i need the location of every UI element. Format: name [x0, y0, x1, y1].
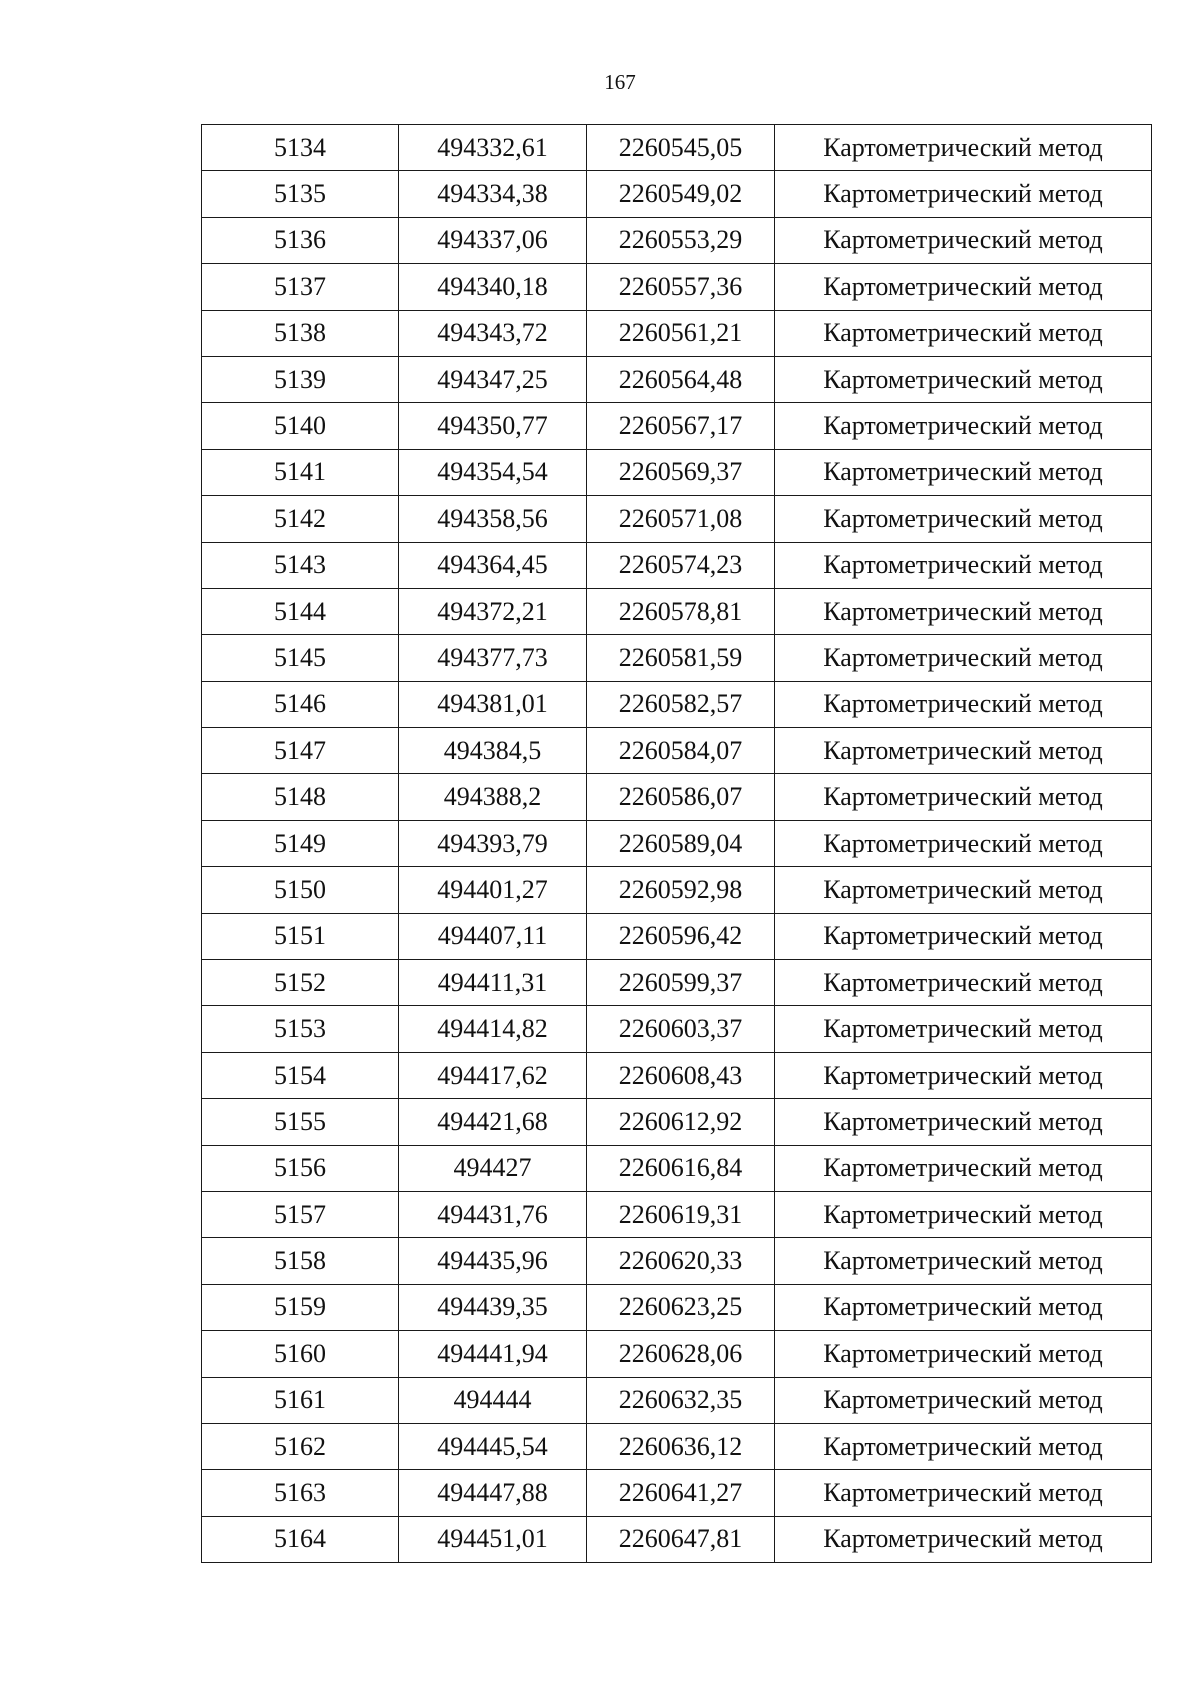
table-row: [202, 913, 1152, 959]
x-coordinate-cell: 494435,96: [399, 1238, 587, 1284]
x-coordinate-cell: 494451,01: [399, 1516, 587, 1562]
y-coordinate-cell: 2260561,21: [587, 310, 775, 356]
page-number: 167: [604, 70, 636, 94]
method-cell: Картометрический метод: [775, 1470, 1152, 1516]
y-coordinate-cell: 2260574,23: [587, 542, 775, 588]
point-number-cell: 5159: [202, 1284, 399, 1330]
method-cell: Картометрический метод: [775, 867, 1152, 913]
y-coordinate-cell: 2260647,81: [587, 1516, 775, 1562]
method-cell: Картометрический метод: [775, 1516, 1152, 1562]
point-number-cell: 5164: [202, 1516, 399, 1562]
method-cell: Картометрический метод: [775, 913, 1152, 959]
table-row: [202, 310, 1152, 356]
x-coordinate-cell: 494447,88: [399, 1470, 587, 1516]
method-cell: Картометрический метод: [775, 356, 1152, 402]
table-row: [202, 774, 1152, 820]
x-coordinate-cell: 494441,94: [399, 1331, 587, 1377]
y-coordinate-cell: 2260596,42: [587, 913, 775, 959]
method-cell: Картометрический метод: [775, 728, 1152, 774]
x-coordinate-cell: 494377,73: [399, 635, 587, 681]
y-coordinate-cell: 2260582,57: [587, 681, 775, 727]
point-number-cell: 5139: [202, 356, 399, 402]
y-coordinate-cell: 2260619,31: [587, 1191, 775, 1237]
point-number-cell: 5151: [202, 913, 399, 959]
y-coordinate-cell: 2260571,08: [587, 496, 775, 542]
point-number-cell: 5154: [202, 1052, 399, 1098]
point-number-cell: 5142: [202, 496, 399, 542]
y-coordinate-cell: 2260589,04: [587, 820, 775, 866]
table-row: [202, 867, 1152, 913]
coordinates-table: [201, 124, 1152, 1563]
point-number-cell: 5148: [202, 774, 399, 820]
y-coordinate-cell: 2260586,07: [587, 774, 775, 820]
method-cell: Картометрический метод: [775, 125, 1152, 171]
x-coordinate-cell: 494417,62: [399, 1052, 587, 1098]
y-coordinate-cell: 2260557,36: [587, 264, 775, 310]
x-coordinate-cell: 494350,77: [399, 403, 587, 449]
table-row: [202, 728, 1152, 774]
y-coordinate-cell: 2260592,98: [587, 867, 775, 913]
y-coordinate-cell: 2260603,37: [587, 1006, 775, 1052]
y-coordinate-cell: 2260632,35: [587, 1377, 775, 1423]
table-row: [202, 449, 1152, 495]
y-coordinate-cell: 2260599,37: [587, 960, 775, 1006]
x-coordinate-cell: 494431,76: [399, 1191, 587, 1237]
method-cell: Картометрический метод: [775, 217, 1152, 263]
table-row: [202, 1052, 1152, 1098]
x-coordinate-cell: 494388,2: [399, 774, 587, 820]
x-coordinate-cell: 494337,06: [399, 217, 587, 263]
method-cell: Картометрический метод: [775, 774, 1152, 820]
method-cell: Картометрический метод: [775, 681, 1152, 727]
x-coordinate-cell: 494372,21: [399, 588, 587, 634]
y-coordinate-cell: 2260578,81: [587, 588, 775, 634]
y-coordinate-cell: 2260628,06: [587, 1331, 775, 1377]
y-coordinate-cell: 2260616,84: [587, 1145, 775, 1191]
point-number-cell: 5157: [202, 1191, 399, 1237]
y-coordinate-cell: 2260641,27: [587, 1470, 775, 1516]
x-coordinate-cell: 494381,01: [399, 681, 587, 727]
x-coordinate-cell: 494401,27: [399, 867, 587, 913]
point-number-cell: 5138: [202, 310, 399, 356]
y-coordinate-cell: 2260545,05: [587, 125, 775, 171]
x-coordinate-cell: 494393,79: [399, 820, 587, 866]
x-coordinate-cell: 494384,5: [399, 728, 587, 774]
y-coordinate-cell: 2260636,12: [587, 1423, 775, 1469]
x-coordinate-cell: 494364,45: [399, 542, 587, 588]
y-coordinate-cell: 2260581,59: [587, 635, 775, 681]
method-cell: Картометрический метод: [775, 496, 1152, 542]
method-cell: Картометрический метод: [775, 820, 1152, 866]
point-number-cell: 5143: [202, 542, 399, 588]
table-row: [202, 588, 1152, 634]
method-cell: Картометрический метод: [775, 264, 1152, 310]
table-row: [202, 1099, 1152, 1145]
y-coordinate-cell: 2260549,02: [587, 171, 775, 217]
x-coordinate-cell: 494343,72: [399, 310, 587, 356]
table-row: [202, 1516, 1152, 1562]
point-number-cell: 5136: [202, 217, 399, 263]
method-cell: Картометрический метод: [775, 1423, 1152, 1469]
method-cell: Картометрический метод: [775, 1284, 1152, 1330]
point-number-cell: 5144: [202, 588, 399, 634]
x-coordinate-cell: 494411,31: [399, 960, 587, 1006]
point-number-cell: 5155: [202, 1099, 399, 1145]
x-coordinate-cell: 494444: [399, 1377, 587, 1423]
table-row: [202, 635, 1152, 681]
x-coordinate-cell: 494414,82: [399, 1006, 587, 1052]
point-number-cell: 5141: [202, 449, 399, 495]
point-number-cell: 5147: [202, 728, 399, 774]
point-number-cell: 5134: [202, 125, 399, 171]
point-number-cell: 5158: [202, 1238, 399, 1284]
x-coordinate-cell: 494358,56: [399, 496, 587, 542]
table-row: [202, 820, 1152, 866]
point-number-cell: 5150: [202, 867, 399, 913]
y-coordinate-cell: 2260584,07: [587, 728, 775, 774]
method-cell: Картометрический метод: [775, 635, 1152, 681]
point-number-cell: 5149: [202, 820, 399, 866]
method-cell: Картометрический метод: [775, 1145, 1152, 1191]
method-cell: Картометрический метод: [775, 1191, 1152, 1237]
x-coordinate-cell: 494354,54: [399, 449, 587, 495]
point-number-cell: 5146: [202, 681, 399, 727]
x-coordinate-cell: 494421,68: [399, 1099, 587, 1145]
y-coordinate-cell: 2260620,33: [587, 1238, 775, 1284]
y-coordinate-cell: 2260567,17: [587, 403, 775, 449]
method-cell: Картометрический метод: [775, 310, 1152, 356]
method-cell: Картометрический метод: [775, 1331, 1152, 1377]
y-coordinate-cell: 2260612,92: [587, 1099, 775, 1145]
coordinates-table-body: [202, 125, 1152, 1563]
table-row: [202, 681, 1152, 727]
method-cell: Картометрический метод: [775, 588, 1152, 634]
point-number-cell: 5162: [202, 1423, 399, 1469]
table-row: [202, 1238, 1152, 1284]
x-coordinate-cell: 494347,25: [399, 356, 587, 402]
table-row: [202, 1145, 1152, 1191]
table-row: [202, 217, 1152, 263]
method-cell: Картометрический метод: [775, 171, 1152, 217]
table-row: [202, 403, 1152, 449]
point-number-cell: 5153: [202, 1006, 399, 1052]
point-number-cell: 5140: [202, 403, 399, 449]
method-cell: Картометрический метод: [775, 1377, 1152, 1423]
x-coordinate-cell: 494332,61: [399, 125, 587, 171]
table-row: [202, 125, 1152, 171]
point-number-cell: 5161: [202, 1377, 399, 1423]
table-row: [202, 1423, 1152, 1469]
x-coordinate-cell: 494439,35: [399, 1284, 587, 1330]
x-coordinate-cell: 494407,11: [399, 913, 587, 959]
method-cell: Картометрический метод: [775, 1099, 1152, 1145]
method-cell: Картометрический метод: [775, 1006, 1152, 1052]
x-coordinate-cell: 494427: [399, 1145, 587, 1191]
point-number-cell: 5145: [202, 635, 399, 681]
method-cell: Картометрический метод: [775, 960, 1152, 1006]
y-coordinate-cell: 2260564,48: [587, 356, 775, 402]
table-row: [202, 356, 1152, 402]
point-number-cell: 5163: [202, 1470, 399, 1516]
table-row: [202, 1377, 1152, 1423]
point-number-cell: 5156: [202, 1145, 399, 1191]
method-cell: Картометрический метод: [775, 1238, 1152, 1284]
x-coordinate-cell: 494334,38: [399, 171, 587, 217]
x-coordinate-cell: 494445,54: [399, 1423, 587, 1469]
point-number-cell: 5137: [202, 264, 399, 310]
method-cell: Картометрический метод: [775, 403, 1152, 449]
point-number-cell: 5160: [202, 1331, 399, 1377]
table-row: [202, 1284, 1152, 1330]
point-number-cell: 5152: [202, 960, 399, 1006]
y-coordinate-cell: 2260608,43: [587, 1052, 775, 1098]
x-coordinate-cell: 494340,18: [399, 264, 587, 310]
method-cell: Картометрический метод: [775, 542, 1152, 588]
table-row: [202, 1006, 1152, 1052]
table-row: [202, 171, 1152, 217]
table-row: [202, 1191, 1152, 1237]
y-coordinate-cell: 2260553,29: [587, 217, 775, 263]
y-coordinate-cell: 2260623,25: [587, 1284, 775, 1330]
table-row: [202, 264, 1152, 310]
table-row: [202, 542, 1152, 588]
method-cell: Картометрический метод: [775, 449, 1152, 495]
table-row: [202, 1331, 1152, 1377]
table-row: [202, 960, 1152, 1006]
y-coordinate-cell: 2260569,37: [587, 449, 775, 495]
table-row: [202, 1470, 1152, 1516]
method-cell: Картометрический метод: [775, 1052, 1152, 1098]
point-number-cell: 5135: [202, 171, 399, 217]
table-row: [202, 496, 1152, 542]
